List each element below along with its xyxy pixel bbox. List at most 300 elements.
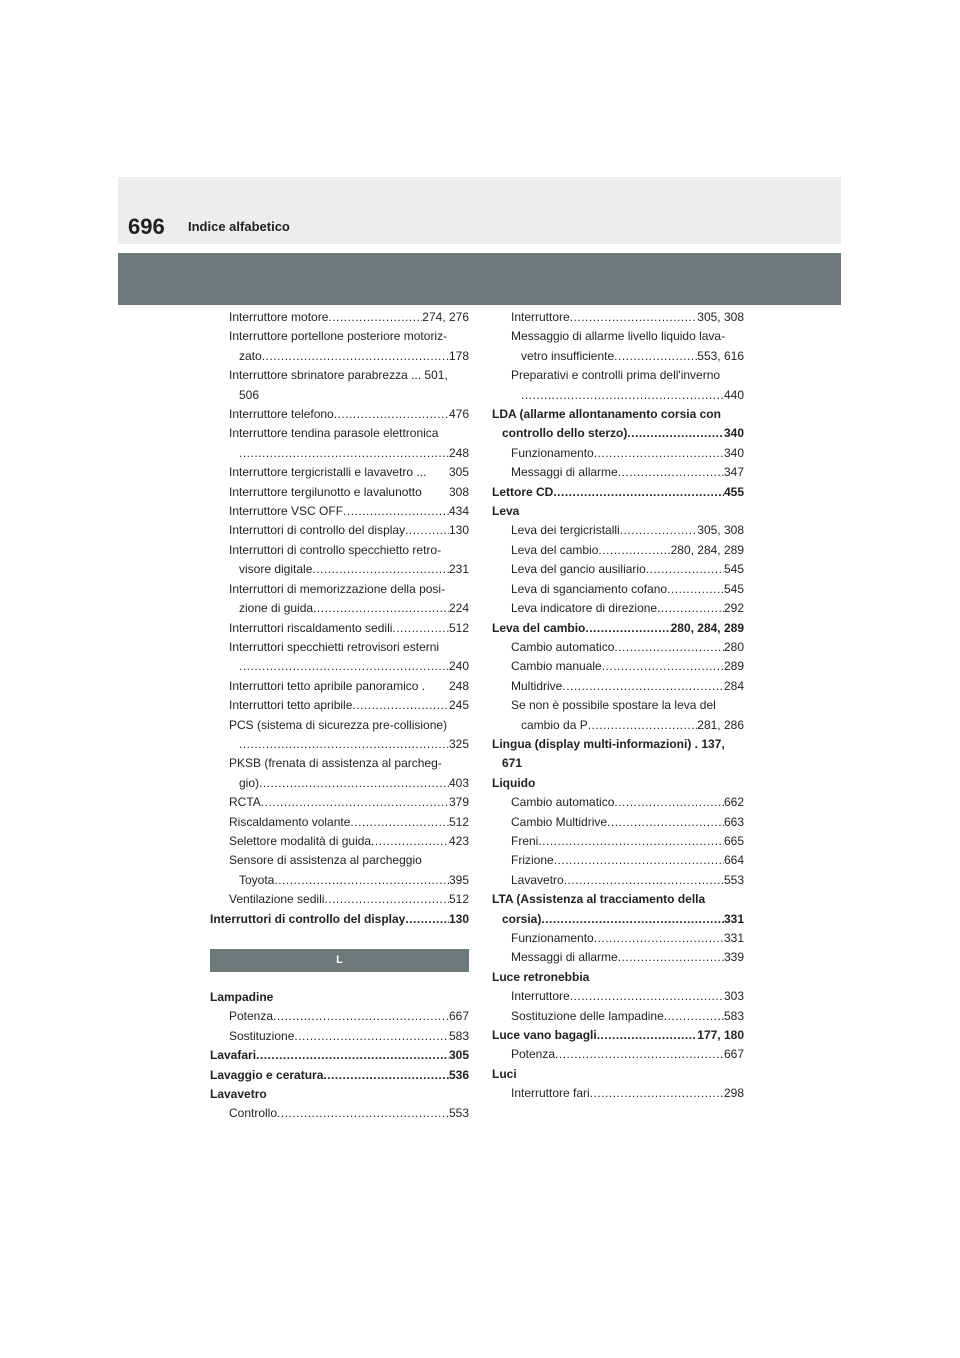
index-entry-line (210, 910, 469, 929)
page-reference: 308 (448, 484, 469, 499)
page-reference: 583 (448, 1028, 469, 1043)
index-entry-line (492, 910, 744, 929)
letter-section-band: L (210, 949, 469, 972)
index-entry-main (492, 774, 744, 793)
page-reference: 130 (448, 911, 469, 926)
index-entry-line (229, 890, 469, 909)
index-entry-line (210, 1046, 469, 1065)
index-entry-sub (210, 424, 469, 463)
page-reference: 248 (448, 445, 469, 460)
index-entry-line (511, 871, 744, 890)
index-entries-left (210, 308, 469, 929)
page-reference: 667 (723, 1047, 744, 1062)
index-entry-text: Leva del cambio (492, 620, 586, 635)
index-entry-main (492, 1065, 744, 1084)
index-entry-sub (210, 463, 469, 482)
index-entry-line (511, 987, 744, 1006)
page-reference: 178 (448, 348, 469, 363)
index-entry-line (511, 948, 744, 967)
page-reference: 395 (448, 872, 469, 887)
index-entry-line (511, 851, 744, 870)
index-entry-text: Interruttore telefono (229, 407, 334, 422)
index-entry-line (229, 793, 469, 812)
index-entry-text: 671 (502, 756, 523, 771)
dot-leader (597, 1026, 698, 1045)
index-entry-line (511, 521, 744, 540)
index-entry-line (229, 657, 469, 676)
index-entry-line (229, 677, 469, 696)
index-entry-line (492, 483, 744, 502)
dot-leader (323, 1066, 449, 1085)
index-entry-text: Luce retronebbia (492, 969, 590, 984)
index-entry-line (492, 619, 744, 638)
index-entry-text: Lampadine (210, 990, 274, 1004)
page-reference: 379 (448, 795, 469, 810)
index-entry-sub (492, 1007, 744, 1026)
dot-leader (262, 347, 449, 366)
page-reference: 339 (723, 950, 744, 965)
index-entry-text: Interruttori di controllo specchietto retro- (229, 542, 442, 557)
dot-leader (570, 308, 698, 327)
index-entry-sub (210, 754, 469, 793)
dot-leader (618, 948, 724, 967)
index-entry-line (229, 483, 469, 502)
dot-leader (585, 619, 670, 638)
dot-leader (555, 1045, 724, 1064)
page-reference: 245 (448, 698, 469, 713)
page-reference: 545 (723, 562, 744, 577)
index-entry-sub (492, 677, 744, 696)
index-entry-line (511, 638, 744, 657)
dot-leader (570, 987, 724, 1006)
index-entry-text: controllo dello sterzo) (502, 426, 628, 441)
index-entry-main (492, 1026, 744, 1045)
index-entry-line (229, 580, 469, 599)
page-reference: 280 (723, 639, 744, 654)
index-entry-text: LDA (allarme allontanamento corsia con (492, 407, 721, 422)
page-reference: 553, 616 (697, 348, 744, 363)
index-entry-text: zione di guida (239, 601, 314, 616)
index-entry-main (210, 1066, 469, 1085)
index-entry-line (492, 1026, 744, 1045)
index-entry-text: Lavaggio e ceratura (210, 1067, 324, 1082)
page-reference: 305 (448, 1048, 469, 1063)
index-entry-line (511, 793, 744, 812)
index-entry-main (210, 1085, 469, 1104)
index-entry-sub (210, 832, 469, 851)
index-entry-line (210, 1085, 469, 1104)
index-entry-line (492, 502, 744, 521)
index-entry-sub (492, 1084, 744, 1103)
index-entry-sub (492, 948, 744, 967)
page-reference: 280, 284, 289 (670, 620, 744, 635)
dot-leader (627, 424, 724, 443)
page-reference: 663 (723, 814, 744, 829)
dot-leader (614, 638, 724, 657)
index-entry-line (229, 521, 469, 540)
page-reference: 536 (448, 1067, 469, 1082)
index-column-right (492, 308, 744, 1104)
dot-leader (620, 521, 698, 540)
index-entry-sub (492, 638, 744, 657)
index-entry-text: Lettore CD (492, 484, 554, 499)
index-entry-text: Interruttore VSC OFF (229, 504, 344, 519)
index-entry-text: visore digitale (239, 562, 313, 577)
dot-leader (564, 871, 724, 890)
dot-leader (239, 735, 449, 754)
index-entry-line (229, 366, 469, 385)
index-entry-line (229, 716, 469, 735)
index-entry-text: Messaggi di allarme (511, 465, 618, 480)
index-entry-text: Toyota (239, 872, 275, 887)
index-entry-sub (210, 405, 469, 424)
dot-leader (405, 521, 449, 540)
index-entry-text: Interruttori di controllo del display (229, 523, 406, 538)
index-entry-line (492, 424, 744, 443)
index-entry-line (229, 386, 469, 405)
page-reference: 240 (448, 659, 469, 674)
index-entry-line (492, 754, 744, 773)
index-entry-line (511, 1084, 744, 1103)
page-reference: 512 (448, 892, 469, 907)
dot-leader (239, 444, 449, 463)
index-entry-text: Interruttori di memorizzazione della posi- (229, 581, 446, 596)
page-reference: 403 (448, 775, 469, 790)
page-reference: 331 (723, 911, 744, 926)
index-entry-text: Lavavetro (210, 1087, 267, 1102)
page-reference: 274, 276 (422, 310, 469, 324)
index-entry-line (511, 696, 744, 715)
index-entry-line (511, 347, 744, 366)
dot-leader (588, 716, 698, 735)
dot-leader (614, 793, 724, 812)
page-reference: 224 (448, 601, 469, 616)
page-reference: 440 (723, 387, 744, 402)
index-entry-main (492, 735, 744, 774)
page-reference: 434 (448, 504, 469, 519)
index-entry-main (492, 968, 744, 987)
index-entry-sub (210, 851, 469, 890)
index-entry-text: Messaggio di allarme livello liquido lava- (511, 329, 726, 344)
index-entry-text: vetro insufficiente (521, 348, 615, 363)
index-entry-sub (492, 929, 744, 948)
page-reference: 248 (448, 678, 469, 693)
index-entry-text: Sensore di assistenza al parcheggio (229, 853, 422, 868)
index-entry-sub (210, 716, 469, 755)
index-entry-line (229, 774, 469, 793)
index-entry-line (511, 813, 744, 832)
index-entry-sub (492, 560, 744, 579)
index-entry-main (492, 619, 744, 638)
index-entry-sub (492, 832, 744, 851)
index-entry-text: Interruttore portellone posteriore motoriz- (229, 329, 448, 344)
index-entry-text: PCS (sistema di sicurezza pre-collisione) (229, 717, 448, 732)
dot-leader (277, 1104, 449, 1123)
index-entry-sub (210, 696, 469, 715)
index-entry-text: Interruttore tergicristalli e lavavetro ... (229, 465, 427, 480)
dot-leader (618, 463, 724, 482)
index-entry-sub (210, 580, 469, 619)
index-entry-main (210, 1046, 469, 1065)
index-entry-sub (492, 541, 744, 560)
index-entry-text: Messaggi di allarme (511, 950, 618, 965)
index-entry-sub (210, 793, 469, 812)
index-entry-line (229, 696, 469, 715)
page-reference: 325 (448, 736, 469, 751)
page-reference: 331 (723, 931, 744, 945)
index-entry-text: Interruttore sbrinatore parabrezza ... 501, (229, 368, 448, 383)
index-entry-line (229, 638, 469, 657)
index-entries-left-after (210, 988, 469, 1124)
index-entry-main (492, 483, 744, 502)
index-entry-text: Lingua (display multi-informazioni) . 137, (492, 736, 725, 751)
index-entry-text: gio) (239, 775, 260, 790)
index-entry-text: zato (239, 348, 262, 363)
index-entry-line (229, 871, 469, 890)
page-reference: 292 (723, 601, 744, 616)
page-reference: 664 (723, 853, 744, 868)
dot-leader (594, 444, 724, 463)
index-entry-line (511, 677, 744, 696)
index-entry-sub (210, 813, 469, 832)
index-entry-text: Sostituzione (229, 1028, 295, 1043)
dot-leader (405, 910, 449, 929)
index-entry-text: Luce vano bagagli (492, 1028, 597, 1043)
index-entry-line (511, 1007, 744, 1026)
dot-leader (541, 910, 724, 929)
index-entry-main (492, 502, 744, 521)
dot-leader (294, 1027, 449, 1046)
index-entry-text: Controllo (229, 1106, 278, 1121)
index-entry-text: Cambio automatico (511, 795, 615, 810)
index-entry-line (511, 1045, 744, 1064)
index-entry-line (511, 657, 744, 676)
index-entry-text: Interruttore fari (511, 1086, 590, 1101)
index-entry-main (210, 910, 469, 929)
index-entry-sub (210, 638, 469, 677)
index-entry-text: Ventilazione sedili (229, 892, 325, 907)
index-entry-sub (210, 1104, 469, 1123)
index-entry-sub (492, 987, 744, 1006)
index-entry-line (511, 444, 744, 463)
index-entry-text: Cambio Multidrive (511, 814, 608, 829)
index-entry-line (511, 832, 744, 851)
index-entry-sub (210, 366, 469, 405)
index-entry-line (229, 444, 469, 463)
index-entry-line (229, 619, 469, 638)
index-entry-sub (492, 308, 744, 327)
index-entry-text: Leva di sganciamento cofano (511, 581, 668, 596)
dot-leader (614, 347, 697, 366)
index-entry-text: Multidrive (511, 678, 563, 693)
index-entry-line (492, 968, 744, 987)
index-entry-sub (210, 677, 469, 696)
dot-leader (553, 483, 724, 502)
dot-leader (328, 308, 422, 327)
index-entry-line (229, 541, 469, 560)
page-reference: 280, 284, 289 (670, 542, 744, 557)
index-entry-text: Liquido (492, 775, 536, 790)
dot-leader (646, 560, 724, 579)
index-entry-line (229, 599, 469, 618)
index-entry-text: 506 (239, 387, 260, 402)
dot-leader (602, 657, 724, 676)
dot-leader (313, 599, 449, 618)
index-entry-text: Funzionamento (511, 931, 594, 945)
page-reference: 553 (448, 1106, 469, 1121)
index-entry-line (511, 541, 744, 560)
index-entry-text: Leva indicatore di direzione (511, 601, 658, 616)
index-entry-line (229, 813, 469, 832)
index-entry-line (511, 386, 744, 405)
index-entry-text: Leva dei tergicristalli (511, 523, 620, 538)
index-entry-text: Preparativi e controlli prima dell'inverno (511, 368, 721, 383)
index-entry-text: Interruttore (511, 989, 570, 1004)
page-reference: 303 (723, 989, 744, 1004)
dot-leader (352, 696, 449, 715)
index-entry-text: LTA (Assistenza al tracciamento della (492, 892, 706, 907)
page-reference: 423 (448, 833, 469, 848)
index-entry-sub (492, 521, 744, 540)
page-reference: 340 (723, 426, 744, 441)
page-reference: 665 (723, 833, 744, 848)
index-entry-sub (492, 793, 744, 812)
page-reference: 512 (448, 620, 469, 635)
index-entry-text: Interruttori tetto apribile panoramico . (229, 678, 426, 693)
index-entry-line (229, 754, 469, 773)
page-reference: 545 (723, 581, 744, 596)
dot-leader (273, 1007, 449, 1026)
dot-leader (312, 560, 449, 579)
index-entry-text: Interruttori riscaldamento sedili (229, 620, 393, 635)
index-entry-text: Frizione (511, 853, 554, 868)
page-reference: 476 (448, 407, 469, 422)
dot-leader (657, 599, 724, 618)
index-entry-line (229, 327, 469, 346)
index-entry-line (229, 1104, 469, 1123)
dot-leader (371, 832, 449, 851)
index-entry-text: Interruttori specchietti retrovisori esterni (229, 639, 440, 654)
index-entry-sub (492, 366, 744, 405)
page-reference: 553 (723, 872, 744, 887)
page-reference: 340 (723, 445, 744, 460)
page-reference: 305, 308 (697, 310, 744, 324)
index-entry-line (511, 463, 744, 482)
page-reference: 231 (448, 562, 469, 577)
index-entry-sub (492, 871, 744, 890)
index-entry-sub (492, 657, 744, 676)
index-entry-text: Luci (492, 1066, 517, 1081)
index-entry-text: Lavafari (210, 1048, 257, 1063)
index-entry-text: Interruttore tendina parasole elettronica (229, 426, 439, 441)
dot-leader (554, 851, 724, 870)
index-column-left (210, 308, 469, 1124)
index-entry-sub (492, 1045, 744, 1064)
index-entry-line (511, 366, 744, 385)
index-entry-sub (210, 327, 469, 366)
dot-leader (343, 502, 449, 521)
page-reference: 662 (723, 795, 744, 810)
index-entry-line (511, 560, 744, 579)
index-entry-text: Potenza (511, 1047, 556, 1062)
header-color-band (118, 253, 841, 305)
index-entry-line (229, 347, 469, 366)
index-entry-line (492, 774, 744, 793)
index-entry-line (229, 832, 469, 851)
index-entry-sub (210, 1027, 469, 1046)
index-entry-line (229, 851, 469, 870)
dot-leader (538, 832, 724, 851)
index-entry-sub (492, 580, 744, 599)
dot-leader (607, 813, 724, 832)
page-reference: 281, 286 (697, 717, 744, 732)
dot-leader (256, 1046, 449, 1065)
page-reference: 347 (723, 465, 744, 480)
page-reference: 305, 308 (697, 523, 744, 538)
dot-leader (521, 386, 724, 405)
index-entry-text: Funzionamento (511, 445, 594, 460)
index-entry-text: Se non è possibile spostare la leva del (511, 698, 716, 713)
index-entry-line (492, 890, 744, 909)
index-entry-line (229, 1007, 469, 1026)
index-entry-sub (210, 502, 469, 521)
index-entry-line (229, 560, 469, 579)
index-entry-line (511, 929, 744, 948)
page-reference: 305 (448, 465, 469, 480)
index-entry-text: Potenza (229, 1009, 274, 1024)
page-reference: 130 (448, 523, 469, 538)
index-entry-text: Sostituzione delle lampadine (511, 1008, 664, 1023)
page-reference: 667 (448, 1009, 469, 1024)
index-entry-line (511, 716, 744, 735)
index-entry-text: Cambio automatico (511, 639, 615, 654)
index-entry-text: Riscaldamento volante (229, 814, 351, 829)
index-entry-text: Lavavetro (511, 872, 564, 887)
dot-leader (259, 774, 449, 793)
page-reference: 177, 180 (697, 1028, 744, 1043)
index-entry-text: Leva (492, 504, 520, 519)
index-entry-sub (210, 1007, 469, 1026)
index-entry-sub (210, 483, 469, 502)
index-entry-line (511, 580, 744, 599)
index-entry-sub (210, 619, 469, 638)
index-entry-text: Cambio manuale (511, 659, 602, 674)
index-entry-sub (210, 890, 469, 909)
index-entry-text: Interruttori di controllo del display (210, 911, 406, 926)
index-entry-line (210, 988, 469, 1007)
dot-leader (594, 929, 724, 948)
dot-leader (239, 657, 449, 676)
index-entry-line (511, 327, 744, 346)
dot-leader (667, 580, 724, 599)
index-entry-text: cambio da P (521, 717, 588, 732)
page-reference: 583 (723, 1008, 744, 1023)
page-reference: 289 (723, 659, 744, 674)
index-entry-sub (492, 327, 744, 366)
index-entry-main (492, 890, 744, 929)
dot-leader (324, 890, 449, 909)
index-entry-text: PKSB (frenata di assistenza al parcheg- (229, 756, 442, 771)
index-entry-sub (492, 851, 744, 870)
index-entry-main (492, 405, 744, 444)
index-entry-text: corsia) (502, 911, 542, 926)
index-entry-text: Interruttore motore (229, 310, 329, 324)
index-entry-line (511, 308, 744, 327)
index-entry-text: Interruttore (511, 310, 570, 324)
page-reference: 512 (448, 814, 469, 829)
dot-leader (562, 677, 724, 696)
index-entry-line (229, 405, 469, 424)
